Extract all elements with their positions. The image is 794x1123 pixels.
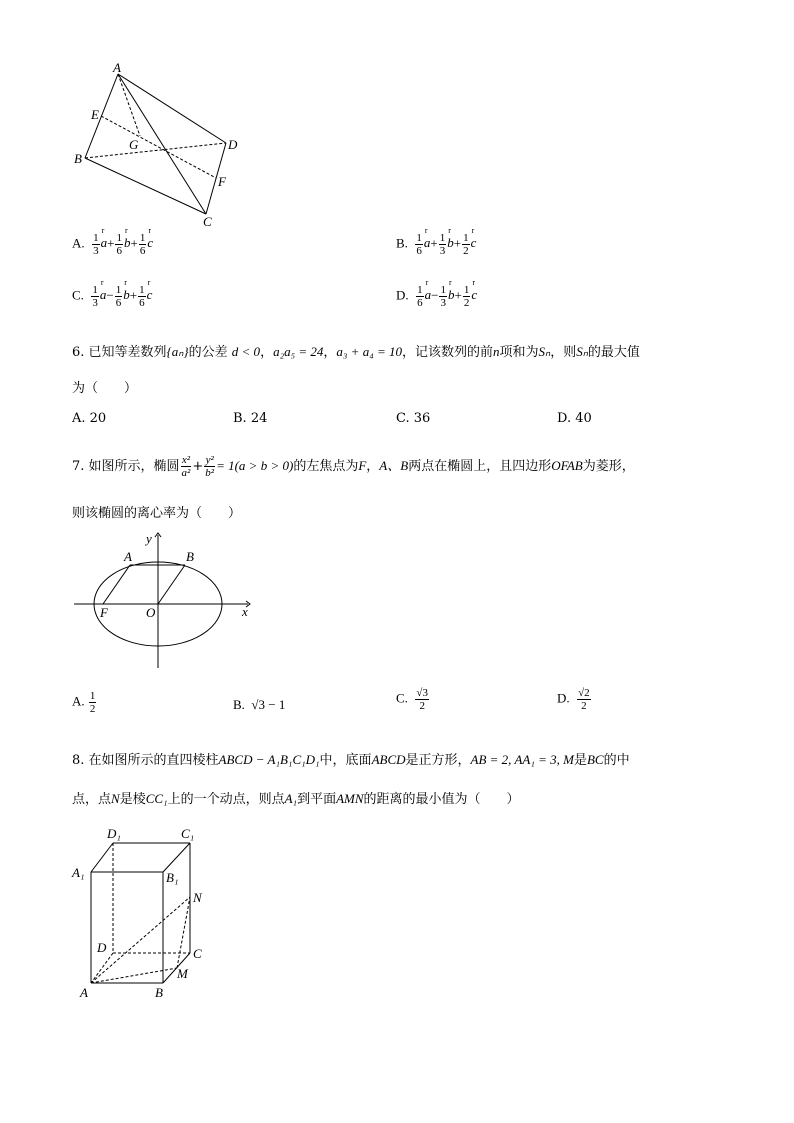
q8-label-C: C	[193, 946, 202, 961]
q7-label-B: B	[186, 549, 194, 564]
q5-option-c[interactable]: C. $\frac{1}{3}$ r a− $\frac{1}{6}$ r b+ $\frac{1}{6}$ r c	[72, 284, 152, 309]
q7-option-d[interactable]: D. $\frac{√2}{2}$	[557, 687, 590, 712]
q6-line-2: 为（ ）	[72, 381, 138, 396]
q6-option-d[interactable]: D. 40	[557, 411, 592, 426]
q5-label-E: E	[91, 107, 99, 122]
q7-option-a[interactable]: A. $\frac{1}{2}$	[72, 690, 96, 715]
q5-option-d[interactable]: D. $\frac{1}{6}$ r a− $\frac{1}{3}$ r b+ $\frac{1}{2}$ r c	[396, 284, 477, 309]
q8-label-B1: B₁	[166, 870, 179, 885]
q5-label-G: G	[129, 137, 139, 152]
q6-line-1: 6. 已知等差数列{aₙ}的公差 d < 0，a₂a₅ = 24，a₃ + a₄ = 10，记该数列的前n项和为Sₙ，则Sₙ的最大值	[72, 344, 640, 360]
q8-label-N: N	[193, 890, 202, 905]
q8-label-C1: C₁	[181, 826, 195, 841]
q7-line-2: 则该椭圆的离心率为（ ）	[72, 506, 242, 521]
q5-label-C: C	[203, 214, 212, 229]
q6-option-c[interactable]: C. 36	[396, 411, 431, 426]
q7-label-y: y	[146, 532, 152, 546]
q5-label-D: D	[228, 137, 238, 152]
q8-label-D: D	[97, 940, 107, 955]
q7-option-b[interactable]: B. √3 − 1	[233, 697, 286, 712]
q7-label-O: O	[146, 605, 156, 620]
q8-label-A1: A₁	[72, 865, 85, 880]
q7-option-c[interactable]: C. $\frac{√3}{2}$	[396, 687, 428, 712]
q7-figure	[70, 532, 260, 670]
q7-label-F: F	[100, 605, 108, 620]
q8-line-2: 点，点N是棱CC₁上的一个动点，则点A₁到平面AMN的距离的最小值为（ ）	[72, 791, 520, 807]
q5-label-F: F	[218, 174, 226, 189]
q5-label-A: A	[113, 60, 121, 75]
q6-option-b[interactable]: B. 24	[233, 411, 268, 426]
q8-label-M: M	[177, 966, 188, 981]
q6-option-a[interactable]: A. 20	[72, 411, 107, 426]
q5-option-b[interactable]: B. $\frac{1}{6}$ r a+ $\frac{1}{3}$ r b+ $\frac{1}{2}$ r c	[396, 232, 476, 257]
q5-label-B: B	[74, 151, 82, 166]
q7-label-x: x	[242, 604, 248, 619]
q8-figure	[64, 822, 224, 1007]
q8-label-A: A	[80, 985, 88, 1000]
q7-label-A: A	[124, 549, 132, 564]
q8-label-B: B	[155, 985, 163, 1000]
q8-label-D1: D₁	[107, 826, 121, 841]
q5-option-a[interactable]: A. $\frac{1}{3}$ r a+ $\frac{1}{6}$ r b+ $\frac{1}{6}$ r c	[72, 232, 153, 257]
q7-line-1: 7. 如图所示，椭圆 $\frac{\text{x²}}{\text{a²}}$ + $\frac{\text{y²}}{\text{b²}}$ = 1(a > b > 0)的左焦点为F，A、B两点在椭圆上，且四边形OFAB为菱形，	[72, 454, 635, 479]
q5-figure	[60, 58, 250, 230]
q8-line-1: 8. 在如图所示的直四棱柱ABCD − A₁B₁C₁D₁中，底面ABCD是正方形，AB = 2, AA₁ = 3, M是BC的中	[72, 752, 630, 768]
